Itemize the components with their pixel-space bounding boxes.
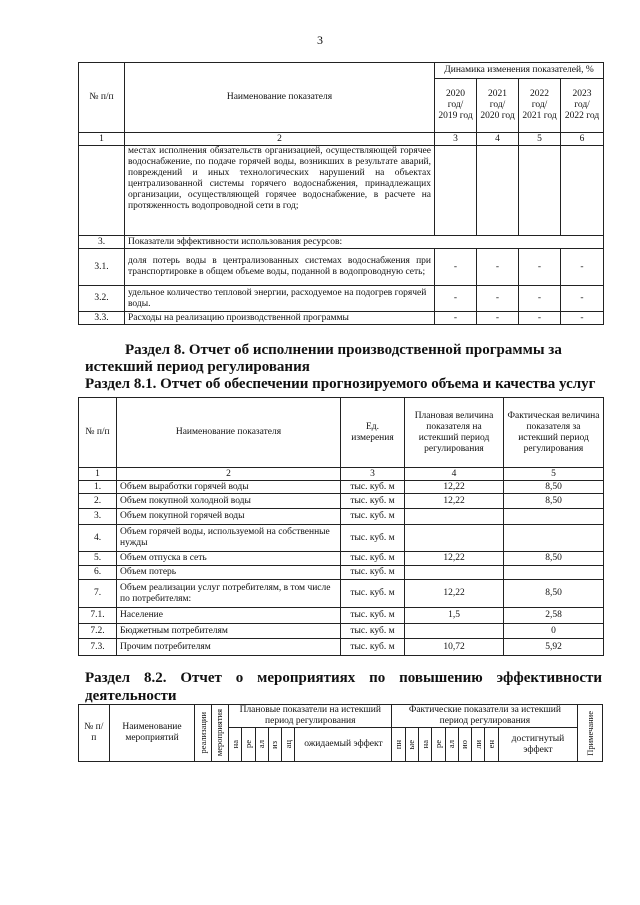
row-name: Население	[117, 608, 341, 624]
table-row	[79, 552, 604, 566]
value-cell: -	[477, 286, 519, 312]
table-row	[79, 639, 604, 656]
row-name: доля потерь воды в централизованных системах водоснабжения при транспортировке в общем объеме воды, поданной в водопроводную сеть;	[125, 249, 435, 286]
col-name-header: Наименование мероприятий	[109, 705, 195, 762]
row-name: Прочим потребителям	[117, 639, 341, 656]
row-name: Расходы на реализацию производственной программы	[125, 312, 435, 325]
measure-label: мероприятия	[214, 709, 225, 757]
index-cell: 1	[79, 133, 125, 146]
row-name: Объем горячей воды, используемой на собственные нужды	[117, 525, 341, 552]
row-name: Объем выработки горячей воды	[117, 481, 341, 494]
plan-sub-cell	[282, 728, 295, 762]
table-row	[79, 509, 604, 525]
row-num: 3.	[79, 236, 125, 249]
col-name-header: Наименование показателя	[117, 398, 341, 468]
fact-sub-cell	[485, 728, 498, 762]
row-unit: тыс. куб. м	[341, 552, 405, 566]
row-num: 7.1.	[79, 608, 117, 624]
fact-sub-label: ал	[446, 740, 457, 749]
index-cell: 4	[405, 468, 504, 481]
row-num: 7.2.	[79, 624, 117, 639]
plan-sub-label: ац	[282, 740, 293, 749]
fact-sub-cell	[392, 728, 405, 762]
value-cell: -	[561, 312, 604, 325]
value-cell: -	[519, 312, 561, 325]
row-name: Показатели эффективности использования ресурсов:	[125, 236, 604, 249]
fact-sub-label: ио	[459, 740, 470, 749]
fact-sub-label: ые	[406, 739, 417, 750]
continued-indicator-text: местах исполнения обязательств организацией, осуществляющей горячее водоснабжение, по подаче горячей воды, возникших в результате аварий, повреждений и иных технологических нарушений на объектах централизованной системы горячего водоснабжения, принадлежащих организации, осуществляющей горячее водоснабжение, в расчете на протяженность водопроводной сети в год;	[125, 146, 435, 236]
table-row	[79, 494, 604, 509]
row-fact	[504, 509, 604, 525]
col-fact-header: Фактическая величина показателя за истекший период регулирования	[504, 398, 604, 468]
fact-sub-label: пн	[393, 739, 404, 750]
col-num-header: № п/п	[79, 705, 110, 762]
table-row	[79, 236, 604, 249]
value-cell: -	[519, 286, 561, 312]
year-header: 2020 год/ 2019 год	[435, 79, 477, 133]
fact-sub-cell	[405, 728, 418, 762]
fact-sub-label: ре	[432, 740, 443, 749]
table-row	[79, 146, 604, 236]
row-num: 7.3.	[79, 639, 117, 656]
row-unit: тыс. куб. м	[341, 494, 405, 509]
table-row	[79, 580, 604, 608]
plan-sub-label: ал	[256, 740, 267, 749]
row-unit: тыс. куб. м	[341, 639, 405, 656]
row-plan	[405, 525, 504, 552]
row-name: Объем потерь	[117, 566, 341, 580]
col-note-header	[578, 705, 603, 762]
value-cell: -	[435, 312, 477, 325]
plan-sub-label: на	[229, 740, 240, 749]
row-plan: 12,22	[405, 481, 504, 494]
plan-sub-cell	[268, 728, 281, 762]
row-name: удельное количество тепловой энергии, расходуемое на подогрев горячей воды.	[125, 286, 435, 312]
row-plan	[405, 509, 504, 525]
row-fact: 8,50	[504, 552, 604, 566]
row-fact: 8,50	[504, 481, 604, 494]
plan-effect-header: ожидаемый эффект	[295, 728, 392, 762]
row-num: 1.	[79, 481, 117, 494]
row-fact	[504, 566, 604, 580]
value-cell: -	[477, 312, 519, 325]
row-num: 4.	[79, 525, 117, 552]
value-cell: -	[519, 249, 561, 286]
plan-sub-cell	[255, 728, 268, 762]
row-name: Объем покупной горячей воды	[117, 509, 341, 525]
fact-header: Фактические показатели за истекший период регулирования	[392, 705, 578, 728]
realization-label: реализации	[197, 712, 208, 754]
fact-sub-cell	[458, 728, 471, 762]
row-unit: тыс. куб. м	[341, 481, 405, 494]
year-header: 2022 год/ 2021 год	[519, 79, 561, 133]
col-unit-header: Ед. измерения	[341, 398, 405, 468]
value-cell: -	[435, 249, 477, 286]
row-plan: 12,22	[405, 494, 504, 509]
index-row	[79, 468, 604, 481]
row-name: Объем реализации услуг потребителям, в том числе по потребителям:	[117, 580, 341, 608]
row-unit: тыс. куб. м	[341, 525, 405, 552]
fact-effect-header: достигнутый эффект	[498, 728, 578, 762]
page-number: 3	[317, 33, 323, 47]
col-plan-header: Плановая величина показателя на истекший период регулирования	[405, 398, 504, 468]
index-cell: 6	[561, 133, 604, 146]
plan-sub-cell	[242, 728, 255, 762]
col-dynamics-header: Динамика изменения показателей, %	[435, 63, 604, 79]
efficiency-indicators-table	[78, 62, 604, 325]
row-num: 5.	[79, 552, 117, 566]
row-name: Объем покупной холодной воды	[117, 494, 341, 509]
row-num: 7.	[79, 580, 117, 608]
plan-sub-label: из	[269, 740, 280, 749]
row-fact: 0	[504, 624, 604, 639]
value-cell: -	[435, 286, 477, 312]
table-row	[79, 566, 604, 580]
table-row	[79, 525, 604, 552]
row-plan: 1,5	[405, 608, 504, 624]
section-8-title: Раздел 8. Отчет об исполнении производственной программы за истекший период регулирования	[85, 342, 562, 375]
table-row	[79, 286, 604, 312]
fact-sub-label: ен	[485, 740, 496, 749]
value-cell: -	[477, 249, 519, 286]
value-cell: -	[561, 286, 604, 312]
row-num: 2.	[79, 494, 117, 509]
row-plan	[405, 624, 504, 639]
row-name: Бюджетным потребителям	[117, 624, 341, 639]
row-fact: 2,58	[504, 608, 604, 624]
row-plan: 12,22	[405, 580, 504, 608]
fact-sub-cell	[419, 728, 432, 762]
col-realization-header	[195, 705, 211, 762]
index-cell: 5	[504, 468, 604, 481]
section-8-1-title: Раздел 8.1. Отчет об обеспечении прогнозируемого объема и качества услуг	[85, 376, 596, 392]
fact-sub-label: ли	[472, 740, 483, 749]
index-cell: 5	[519, 133, 561, 146]
row-num: 3.2.	[79, 286, 125, 312]
col-name-header: Наименование показателя	[125, 63, 435, 133]
index-cell: 1	[79, 468, 117, 481]
note-label: Примечание	[584, 710, 595, 756]
efficiency-measures-table	[78, 704, 603, 762]
index-cell: 2	[117, 468, 341, 481]
row-plan	[405, 566, 504, 580]
year-header: 2023 год/ 2022 год	[561, 79, 604, 133]
row-plan: 12,22	[405, 552, 504, 566]
table-row	[79, 624, 604, 639]
fact-sub-cell	[472, 728, 485, 762]
row-unit: тыс. куб. м	[341, 608, 405, 624]
row-unit: тыс. куб. м	[341, 566, 405, 580]
plan-sub-cell	[229, 728, 242, 762]
index-cell: 3	[435, 133, 477, 146]
fact-sub-cell	[445, 728, 458, 762]
table-row	[79, 312, 604, 325]
row-plan: 10,72	[405, 639, 504, 656]
section-8-2-title: Раздел 8.2. Отчет о мероприятиях по повышению эффективности деятельности	[85, 670, 602, 704]
index-cell: 2	[125, 133, 435, 146]
row-unit: тыс. куб. м	[341, 624, 405, 639]
value-cell: -	[561, 249, 604, 286]
plan-header: Плановые показатели на истекший период регулирования	[229, 705, 392, 728]
table-row	[79, 608, 604, 624]
row-unit: тыс. куб. м	[341, 509, 405, 525]
table-row	[79, 249, 604, 286]
index-cell: 3	[341, 468, 405, 481]
row-name: Объем отпуска в сеть	[117, 552, 341, 566]
row-num: 3.3.	[79, 312, 125, 325]
row-num: 3.	[79, 509, 117, 525]
table-row	[79, 481, 604, 494]
row-num: 6.	[79, 566, 117, 580]
index-cell: 4	[477, 133, 519, 146]
row-unit: тыс. куб. м	[341, 580, 405, 608]
volume-quality-table	[78, 397, 604, 656]
row-fact: 5,92	[504, 639, 604, 656]
index-row	[79, 133, 604, 146]
fact-sub-label: на	[419, 740, 430, 749]
fact-sub-cell	[432, 728, 445, 762]
row-num: 3.1.	[79, 249, 125, 286]
row-fact: 8,50	[504, 494, 604, 509]
year-header: 2021 год/ 2020 год	[477, 79, 519, 133]
row-fact: 8,50	[504, 580, 604, 608]
row-fact	[504, 525, 604, 552]
col-num-header: № п/п	[79, 63, 125, 133]
col-num-header: № п/п	[79, 398, 117, 468]
plan-sub-label: ре	[242, 740, 253, 749]
col-measure-header	[211, 705, 228, 762]
